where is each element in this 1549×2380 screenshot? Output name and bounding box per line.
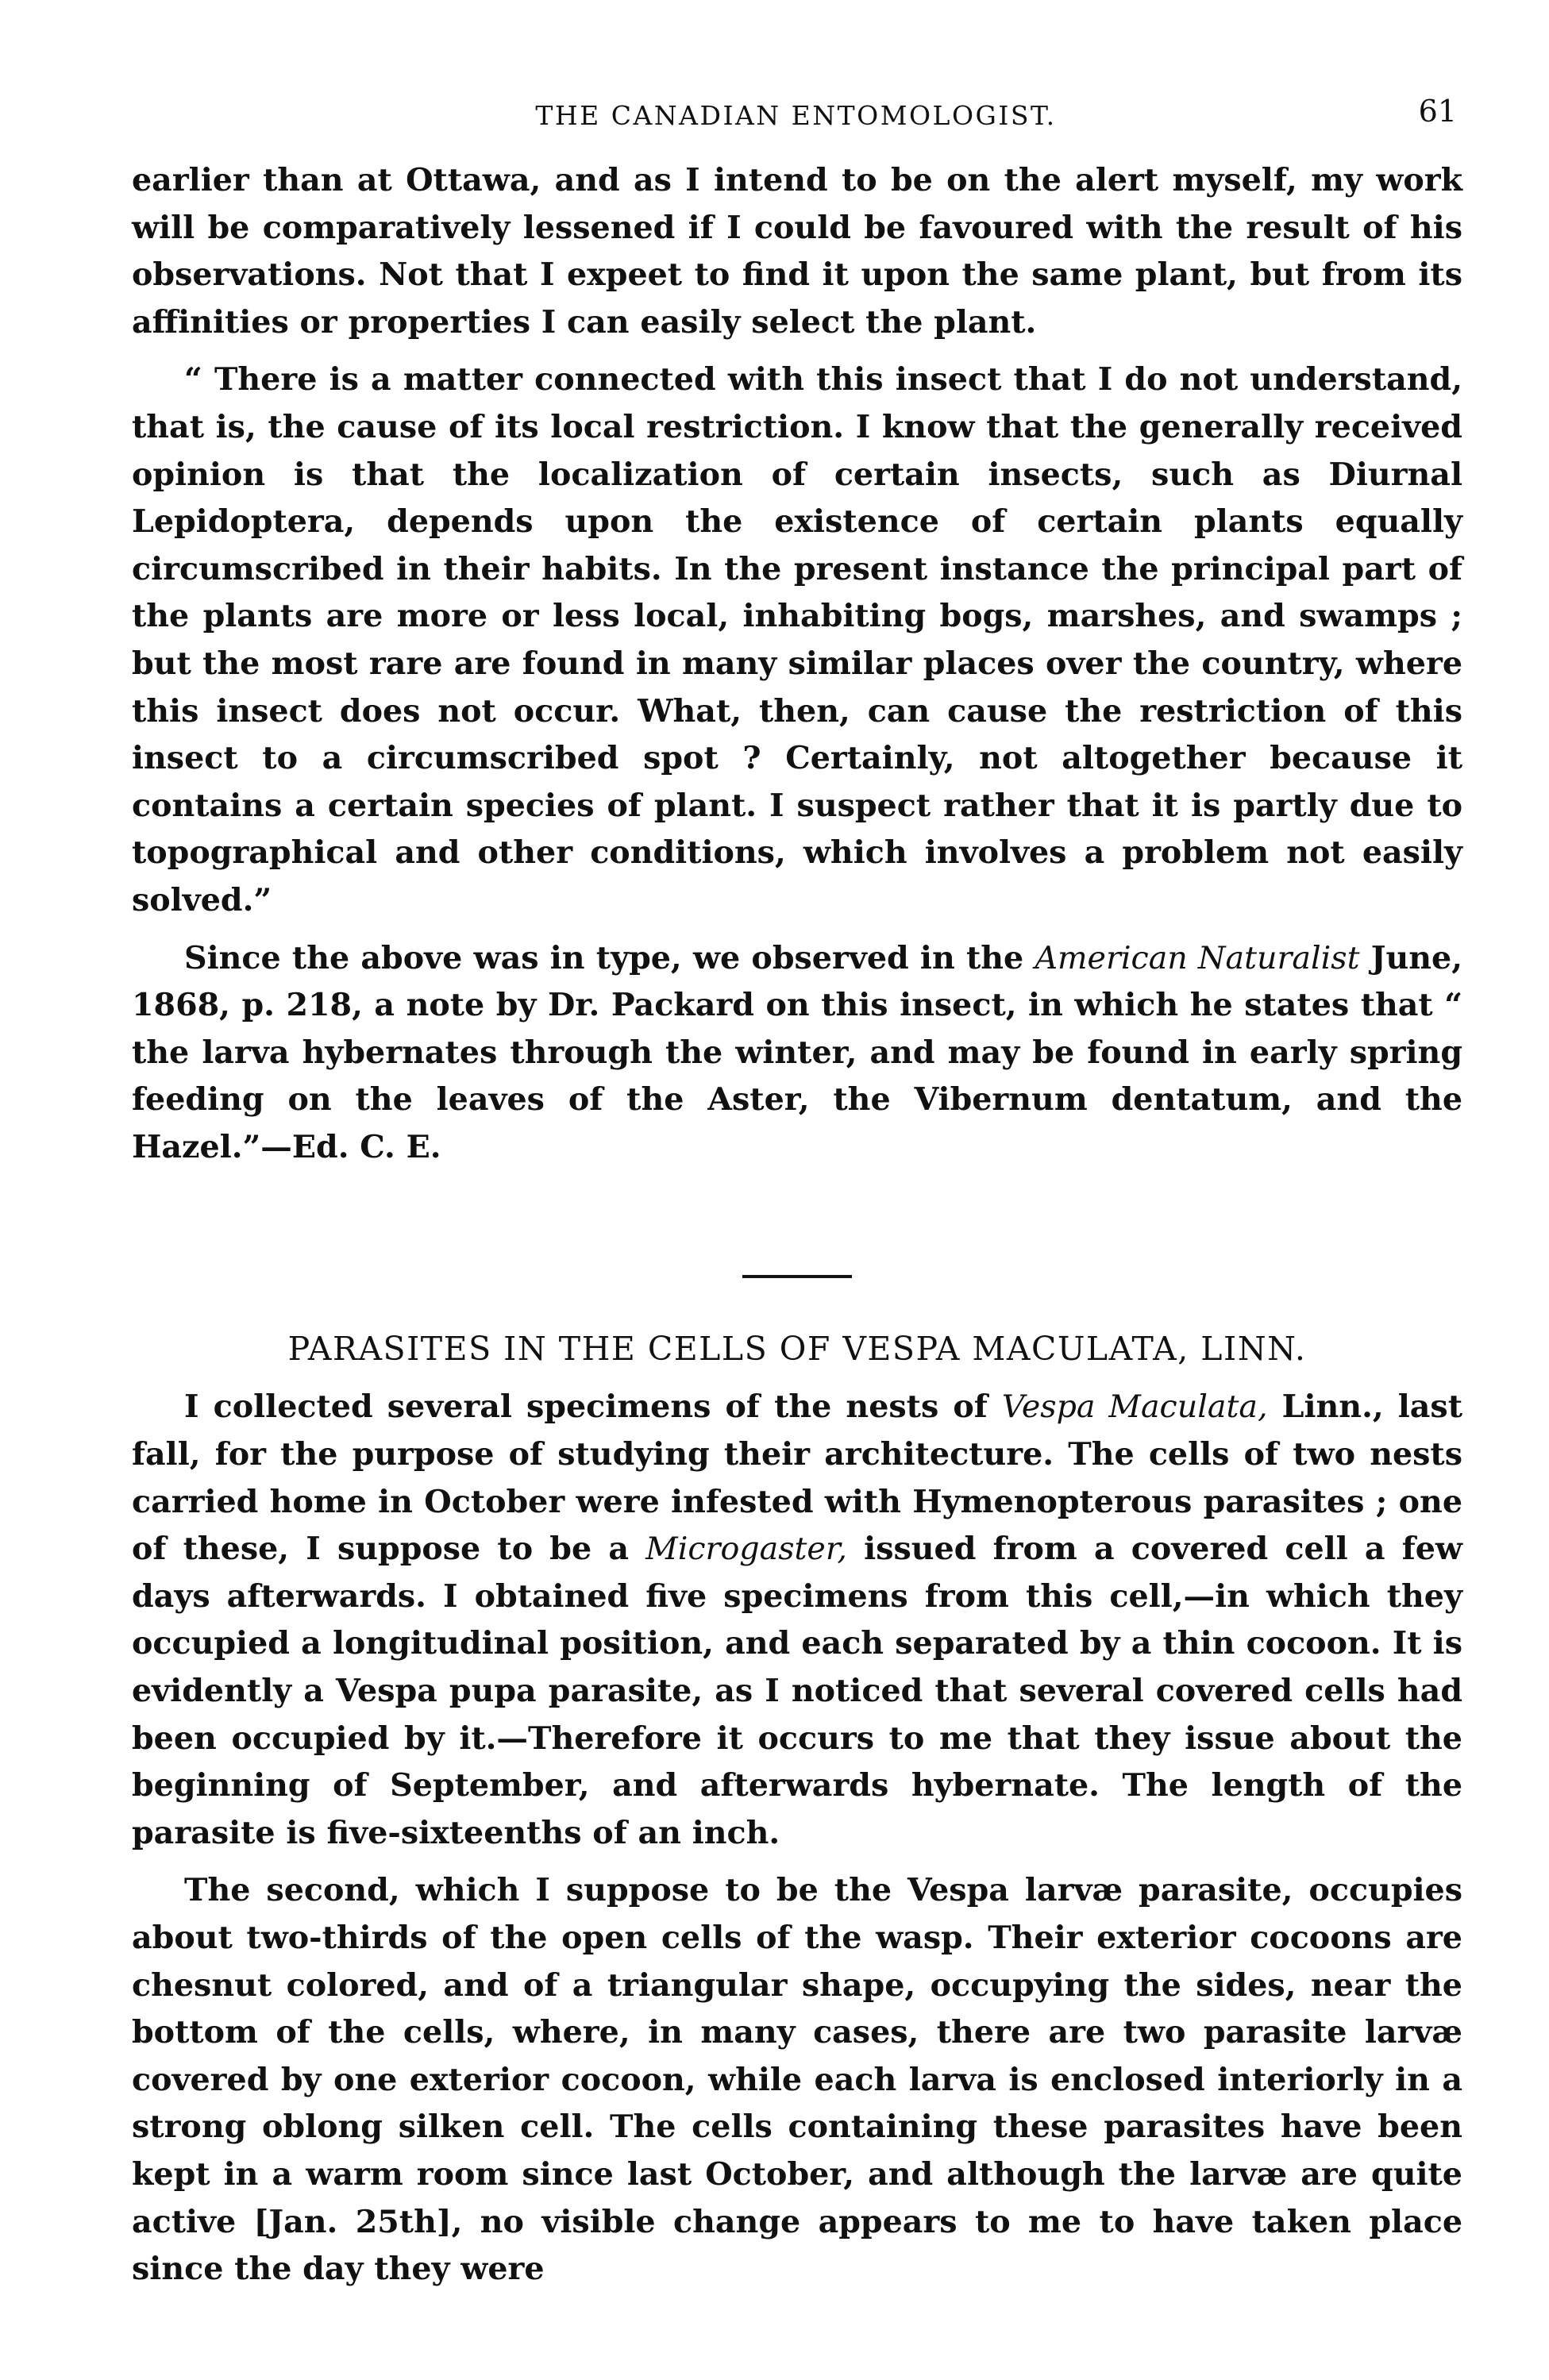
running-title: THE CANADIAN ENTOMOLOGIST. (535, 100, 1057, 131)
editor-note-text-end: June, 1868, p. 218, a note by Dr. Packard on this insect, in which he states that “ the larva hybernates through the winter, and may be found in early spring feeding on the leaves of the Aster, the Vibernum dentatum, and the Hazel.”—Ed. C. E. (132, 939, 1462, 1165)
genus-name: Microgaster, (645, 1531, 847, 1568)
running-head (127, 94, 1465, 141)
section-divider (742, 1275, 852, 1278)
parasites-text-end: issued from a covered cell a few days afterwards. I obtained five specimens from this cell,—in which they occupied a longitudinal position, and each separated by a thin cocoon. It is evidently a Vespa pupa parasite, as I noticed that several covered cells had been occupied by it.—Therefore it occurs to me that they issue about the beginning of September, and afterwards hybernate. The length of the parasite is five-sixteenths of an inch. (132, 1531, 1462, 1851)
paragraph-editor-note (132, 935, 1462, 1172)
paragraph-parasites-second: The second, which I suppose to be the Vespa larvæ parasite, occupies about two-thirds of the open cells of the wasp. Their exterior cocoons are chesnut colored, and of a triangular shape, occupying the sides, near the bottom of the cells, where, in many cases, there are two parasite larvæ covered by one exterior cocoon, while each larva is enclosed interiorly in a strong oblong silken cell. The cells containing these parasites have been kept in a warm room since last October, and although the larvæ are quite active [Jan. 25th], no visible change appears to me to have taken place since the day they were (132, 1872, 1462, 2288)
parasites-text-mid: Linn., last fall, for the purpose of studying their architecture. The cells of two nests carried home in October were infested with Hymenopterous parasites ; one of these, I suppose to be a (132, 1388, 1462, 1568)
paragraph-quotation: “ There is a matter connected with this insect that I do not understand, that is, the cause of its local restriction. I know that the generally received opinion is that the localization of certain insects, such as Diurnal Lepidoptera, depends upon the existence of certain plants equally circumscribed in their habits. In the present instance the principal part of the plants are more or less local, inhabiting bogs, marshes, and swamps ; but the most rare are found in many similar places over the country, where this insect does not occur. What, then, can cause the restriction of this insect to a circumscribed spot ? Certainly, not altogether because it contains a certain species of plant. I suspect rather that it is partly due to topographical and other conditions, which involves a problem not easily solved.” (132, 361, 1462, 918)
journal-title: American Naturalist (1035, 939, 1360, 976)
body-text (132, 157, 1462, 2293)
page-number: 61 (1418, 94, 1457, 129)
parasites-text-start: I collected several specimens of the nests of (184, 1388, 1002, 1426)
section-heading: PARASITES IN THE CELLS OF VESPA MACULATA, LINN. (287, 1330, 1307, 1369)
paragraph-continuation: earlier than at Ottawa, and as I intend to be on the alert myself, my work will be comparatively lessened if I could be favoured with the result of his observations. Not that I expeet to find it upon the same plant, but from its affinities or properties I can easily select the plant. (132, 162, 1462, 341)
paragraph-parasites-first (132, 1384, 1462, 1857)
species-name: Vespa Maculata, (1001, 1388, 1268, 1426)
editor-note-text-start: Since the above was in type, we observed in the (184, 939, 1035, 976)
